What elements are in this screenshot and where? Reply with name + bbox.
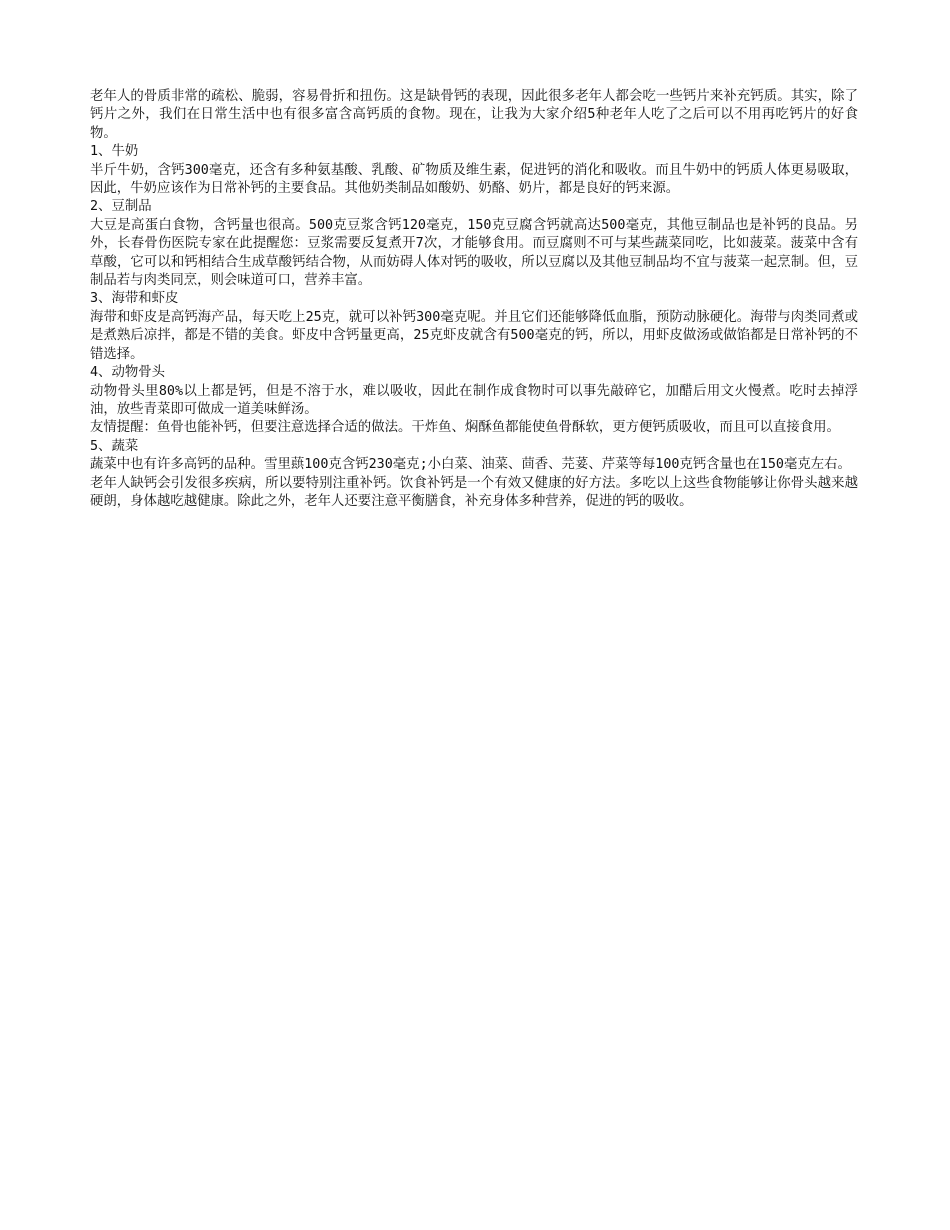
document-body — [90, 88, 858, 511]
intro-paragraph: 老年人的骨质非常的疏松、脆弱，容易骨折和扭伤。这是缺骨钙的表现，因此很多老年人都会吃一些钙片来补充钙质。其实，除了钙片之外，我们在日常生活中也有很多富含高钙质的食物。现在，让我为大家介绍5种老年人吃了之后可以不用再吃钙片的好食物。 — [90, 89, 858, 141]
section-heading-soy: 2、豆制品 — [90, 199, 152, 215]
section-heading-milk: 1、牛奶 — [90, 144, 139, 160]
section-heading-seaweed-shrimp: 3、海带和虾皮 — [90, 291, 179, 307]
conclusion-paragraph: 老年人缺钙会引发很多疾病，所以要特别注重补钙。饮食补钙是一个有效又健康的好方法。多吃以上这些食物能够让你骨头越来越硬朗，身体越吃越健康。除此之外，老年人还要注意平衡膳食，补充身体多种营养，促进的钙的吸收。 — [90, 475, 858, 509]
tip-paragraph: 友情提醒：鱼骨也能补钙，但要注意选择合适的做法。干炸鱼、焖酥鱼都能使鱼骨酥软，更方便钙质吸收，而且可以直接食用。 — [90, 420, 840, 436]
vegetables-paragraph: 蔬菜中也有许多高钙的品种。雪里蕻100克含钙230毫克;小白菜、油菜、茴香、芫荽、芹菜等每100克钙含量也在150毫克左右。 — [90, 457, 851, 473]
milk-paragraph: 半斤牛奶，含钙300毫克，还含有多种氨基酸、乳酸、矿物质及维生素，促进钙的消化和吸收。而且牛奶中的钙质人体更易吸取，因此，牛奶应该作为日常补钙的主要食品。其他奶类制品如酸奶、奶酪、奶片，都是良好的钙来源。 — [90, 162, 858, 197]
soy-paragraph: 大豆是高蛋白食物，含钙量也很高。500克豆浆含钙120毫克，150克豆腐含钙就高达500毫克，其他豆制品也是补钙的良品。另外，长春骨伤医院专家在此提醒您：豆浆需要反复煮开7次，才能够食用。而豆腐则不可与某些蔬菜同吃，比如菠菜。菠菜中含有草酸，它可以和钙相结合生成草酸钙结合物，从而妨碍人体对钙的吸收，所以豆腐以及其他豆制品均不宜与菠菜一起烹制。但，豆制品若与肉类同烹，则会味道可口，营养丰富。 — [90, 217, 858, 289]
seaweed-shrimp-paragraph: 海带和虾皮是高钙海产品，每天吃上25克，就可以补钙300毫克呢。并且它们还能够降低血脂，预防动脉硬化。海带与肉类同煮或是煮熟后凉拌，都是不错的美食。虾皮中含钙量更高，25克虾皮就含有500毫克的钙，所以，用虾皮做汤或做馅都是日常补钙的不错选择。 — [90, 309, 858, 362]
section-heading-vegetables: 5、蔬菜 — [90, 438, 139, 454]
section-heading-bone: 4、动物骨头 — [90, 365, 166, 381]
bone-paragraph: 动物骨头里80%以上都是钙，但是不溶于水，难以吸收，因此在制作成食物时可以事先敲碎它，加醋后用文火慢煮。吃时去掉浮油，放些青菜即可做成一道美味鲜汤。 — [90, 383, 858, 417]
